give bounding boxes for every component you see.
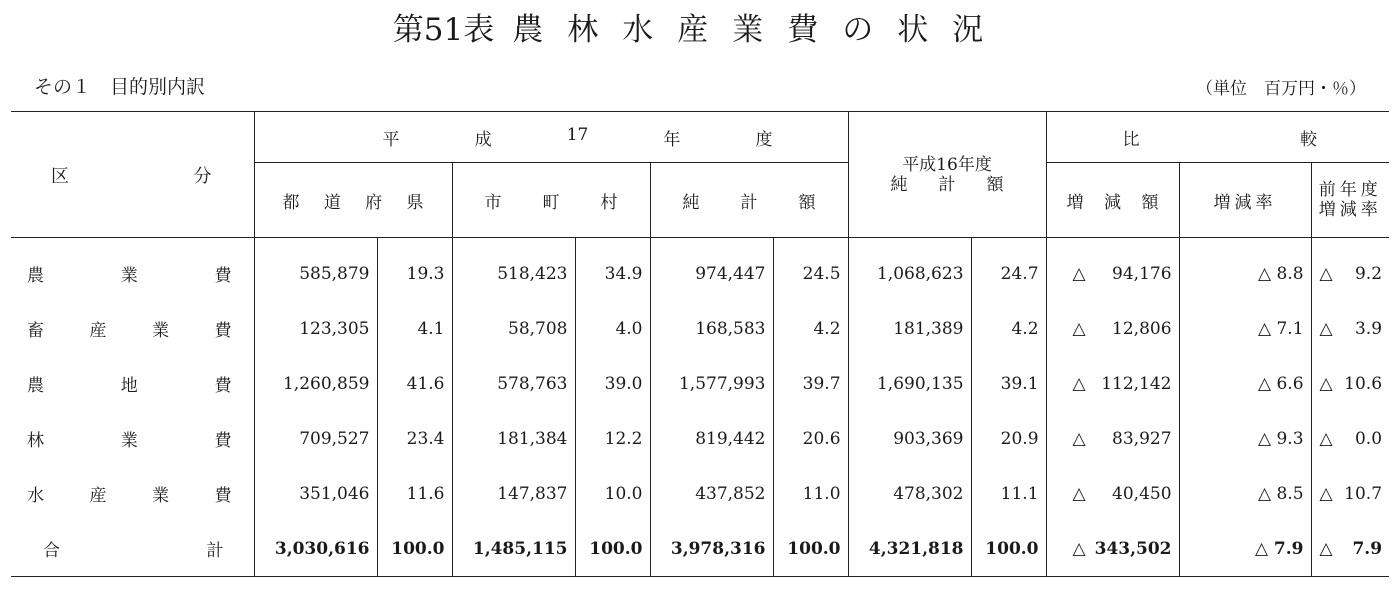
change-rate: △ 8.8 (1179, 238, 1311, 302)
row-label-char: 産 (89, 486, 107, 506)
net-amount: 437,852 (650, 466, 773, 521)
decrease-mark: △ (1319, 538, 1333, 559)
row-label-char: 費 (214, 321, 232, 341)
net-pct: 4.2 (773, 301, 848, 356)
municipality-header-char: 町 (542, 192, 560, 213)
compare-header (1046, 112, 1389, 163)
prev-rate (1311, 238, 1389, 302)
h17-header (254, 112, 848, 163)
subtitle: その１ 目的別内訳 (34, 76, 206, 98)
net-header (650, 163, 848, 238)
pref-amount: 351,046 (254, 466, 377, 521)
decrease-mark: △ (1072, 318, 1086, 339)
row-label-char: 林 (27, 431, 44, 451)
pref-pct: 41.6 (377, 356, 452, 411)
net-header-char: 計 (740, 192, 758, 213)
table-body (11, 238, 1389, 577)
row-label (11, 238, 254, 302)
change-rate-header: 増減率 (1179, 163, 1311, 238)
unit-note: （単位 百万円・％） (1196, 79, 1366, 99)
diff-value: 40,450 (1112, 483, 1172, 504)
h16-header-char: 額 (986, 174, 1004, 195)
prev-rate-header (1311, 163, 1389, 238)
prefecture-header (254, 163, 452, 238)
row-label-char: 地 (120, 376, 138, 396)
prev-value: 7.9 (1352, 538, 1383, 559)
diff-value: 112,142 (1101, 373, 1172, 394)
prev-rate (1311, 466, 1389, 521)
pref-amount: 1,260,859 (254, 356, 377, 411)
change-rate: △ 6.6 (1179, 356, 1311, 411)
h16-pct: 100.0 (971, 521, 1046, 577)
row-label-char: 計 (206, 541, 224, 561)
decrease-mark: △ (1072, 263, 1086, 284)
prev-rate-header-line1: 前年度 (1318, 180, 1382, 200)
h16-pct: 39.1 (971, 356, 1046, 411)
diff-value: 12,806 (1112, 318, 1172, 339)
prefecture-header-char: 府 (365, 192, 383, 213)
diff-amount (1046, 301, 1179, 356)
prev-rate (1311, 411, 1389, 466)
prefecture-header-char: 県 (406, 192, 424, 213)
row-label-char: 業 (120, 431, 138, 451)
prev-value: 10.6 (1344, 373, 1383, 394)
decrease-mark: △ (1072, 483, 1086, 504)
decrease-mark: △ (1072, 538, 1086, 559)
net-pct: 20.6 (773, 411, 848, 466)
muni-pct: 34.9 (575, 238, 650, 302)
prev-rate (1311, 301, 1389, 356)
pref-pct: 19.3 (377, 238, 452, 302)
row-label (11, 521, 254, 577)
diff-amount (1046, 411, 1179, 466)
h17-header-char: 年 (663, 129, 681, 150)
muni-pct: 100.0 (575, 521, 650, 577)
diff-value: 94,176 (1112, 263, 1172, 284)
pref-pct: 11.6 (377, 466, 452, 521)
prev-value: 9.2 (1354, 263, 1383, 284)
row-label-char: 費 (214, 486, 232, 506)
diff-amount (1046, 356, 1179, 411)
pref-amount: 585,879 (254, 238, 377, 302)
pref-amount: 3,030,616 (254, 521, 377, 577)
change-amount-header-char: 額 (1141, 192, 1159, 213)
h16-pct: 24.7 (971, 238, 1046, 302)
net-amount: 974,447 (650, 238, 773, 302)
row-label-char: 業 (152, 486, 169, 506)
compare-header-char: 較 (1300, 129, 1318, 150)
decrease-mark: △ (1319, 318, 1333, 339)
h16-amount: 1,068,623 (848, 238, 971, 302)
total-row (11, 521, 1389, 577)
h16-amount: 478,302 (848, 466, 971, 521)
table-number: 第51表 (392, 12, 495, 48)
diff-amount (1046, 521, 1179, 577)
decrease-mark: △ (1319, 483, 1333, 504)
h16-pct: 11.1 (971, 466, 1046, 521)
h16-amount: 903,369 (848, 411, 971, 466)
muni-amount: 58,708 (452, 301, 575, 356)
net-header-char: 額 (798, 192, 816, 213)
pref-amount: 709,527 (254, 411, 377, 466)
h16-pct: 20.9 (971, 411, 1046, 466)
row-label-char: 業 (152, 321, 169, 341)
prev-rate (1311, 521, 1389, 577)
muni-amount: 1,485,115 (452, 521, 575, 577)
diff-value: 83,927 (1112, 428, 1172, 449)
change-rate: △ 7.1 (1179, 301, 1311, 356)
prev-rate-header-line2: 増減率 (1318, 200, 1382, 220)
change-rate: △ 7.9 (1179, 521, 1311, 577)
prefecture-header-char: 道 (323, 192, 341, 213)
h16-header-char: 計 (938, 174, 956, 195)
decrease-mark: △ (1072, 373, 1086, 394)
prev-value: 3.9 (1354, 318, 1383, 339)
h16-amount: 181,389 (848, 301, 971, 356)
muni-pct: 12.2 (575, 411, 650, 466)
row-label-char: 水 (27, 486, 44, 506)
table-title: 農林水産業費の状況 (512, 12, 1008, 48)
net-amount: 1,577,993 (650, 356, 773, 411)
diff-amount (1046, 466, 1179, 521)
muni-amount: 147,837 (452, 466, 575, 521)
h16-header-line1: 平成16年度 (902, 154, 992, 175)
municipality-header (452, 163, 650, 238)
change-rate: △ 8.5 (1179, 466, 1311, 521)
net-header-char: 純 (682, 192, 700, 213)
pref-pct: 23.4 (377, 411, 452, 466)
net-pct: 100.0 (773, 521, 848, 577)
net-pct: 24.5 (773, 238, 848, 302)
table-row (11, 466, 1389, 521)
row-label (11, 466, 254, 521)
h17-header-char: 度 (755, 129, 773, 150)
row-label-char: 産 (89, 321, 107, 341)
net-amount: 3,978,316 (650, 521, 773, 577)
diff-amount (1046, 238, 1179, 302)
change-amount-header-char: 減 (1104, 192, 1122, 213)
muni-amount: 181,384 (452, 411, 575, 466)
table-row (11, 238, 1389, 302)
row-label-char: 農 (27, 266, 44, 286)
h16-header-char: 純 (890, 174, 908, 195)
row-label-char: 費 (214, 266, 232, 286)
h17-header-char: 17 (566, 124, 589, 145)
muni-pct: 4.0 (575, 301, 650, 356)
category-header (11, 112, 254, 238)
h16-amount: 1,690,135 (848, 356, 971, 411)
prev-value: 10.7 (1344, 483, 1383, 504)
municipality-header-char: 村 (600, 192, 618, 213)
row-label-char: 費 (214, 376, 232, 396)
table-row (11, 411, 1389, 466)
row-label (11, 356, 254, 411)
pref-amount: 123,305 (254, 301, 377, 356)
muni-pct: 10.0 (575, 466, 650, 521)
prev-value: 0.0 (1354, 428, 1383, 449)
row-label-char: 農 (27, 376, 44, 396)
category-header-char: 分 (193, 165, 212, 187)
net-amount: 168,583 (650, 301, 773, 356)
row-label-char: 畜 (27, 321, 44, 341)
h17-header-char: 平 (382, 129, 400, 150)
category-header-char: 区 (51, 165, 69, 187)
net-amount: 819,442 (650, 411, 773, 466)
h16-amount: 4,321,818 (848, 521, 971, 577)
diff-value: 343,502 (1094, 538, 1172, 559)
prev-rate (1311, 356, 1389, 411)
decrease-mark: △ (1319, 263, 1333, 284)
change-amount-header (1046, 163, 1179, 238)
net-pct: 39.7 (773, 356, 848, 411)
expenditure-table (11, 111, 1389, 577)
table-row (11, 356, 1389, 411)
h17-header-char: 成 (474, 129, 492, 150)
row-label-char: 合 (43, 541, 60, 561)
decrease-mark: △ (1072, 428, 1086, 449)
row-label (11, 301, 254, 356)
municipality-header-char: 市 (484, 192, 502, 213)
pref-pct: 4.1 (377, 301, 452, 356)
muni-pct: 39.0 (575, 356, 650, 411)
pref-pct: 100.0 (377, 521, 452, 577)
net-pct: 11.0 (773, 466, 848, 521)
decrease-mark: △ (1319, 373, 1333, 394)
muni-amount: 578,763 (452, 356, 575, 411)
change-rate: △ 9.3 (1179, 411, 1311, 466)
compare-header-char: 比 (1122, 129, 1140, 150)
row-label (11, 411, 254, 466)
page-title (0, 4, 1400, 49)
table-header (11, 112, 1389, 238)
row-label-char: 業 (120, 266, 138, 286)
row-label-char: 費 (214, 431, 232, 451)
prefecture-header-char: 都 (282, 192, 300, 213)
h16-pct: 4.2 (971, 301, 1046, 356)
muni-amount: 518,423 (452, 238, 575, 302)
table-row (11, 301, 1389, 356)
decrease-mark: △ (1319, 428, 1333, 449)
change-amount-header-char: 増 (1066, 192, 1084, 213)
h16-header (848, 112, 1046, 238)
